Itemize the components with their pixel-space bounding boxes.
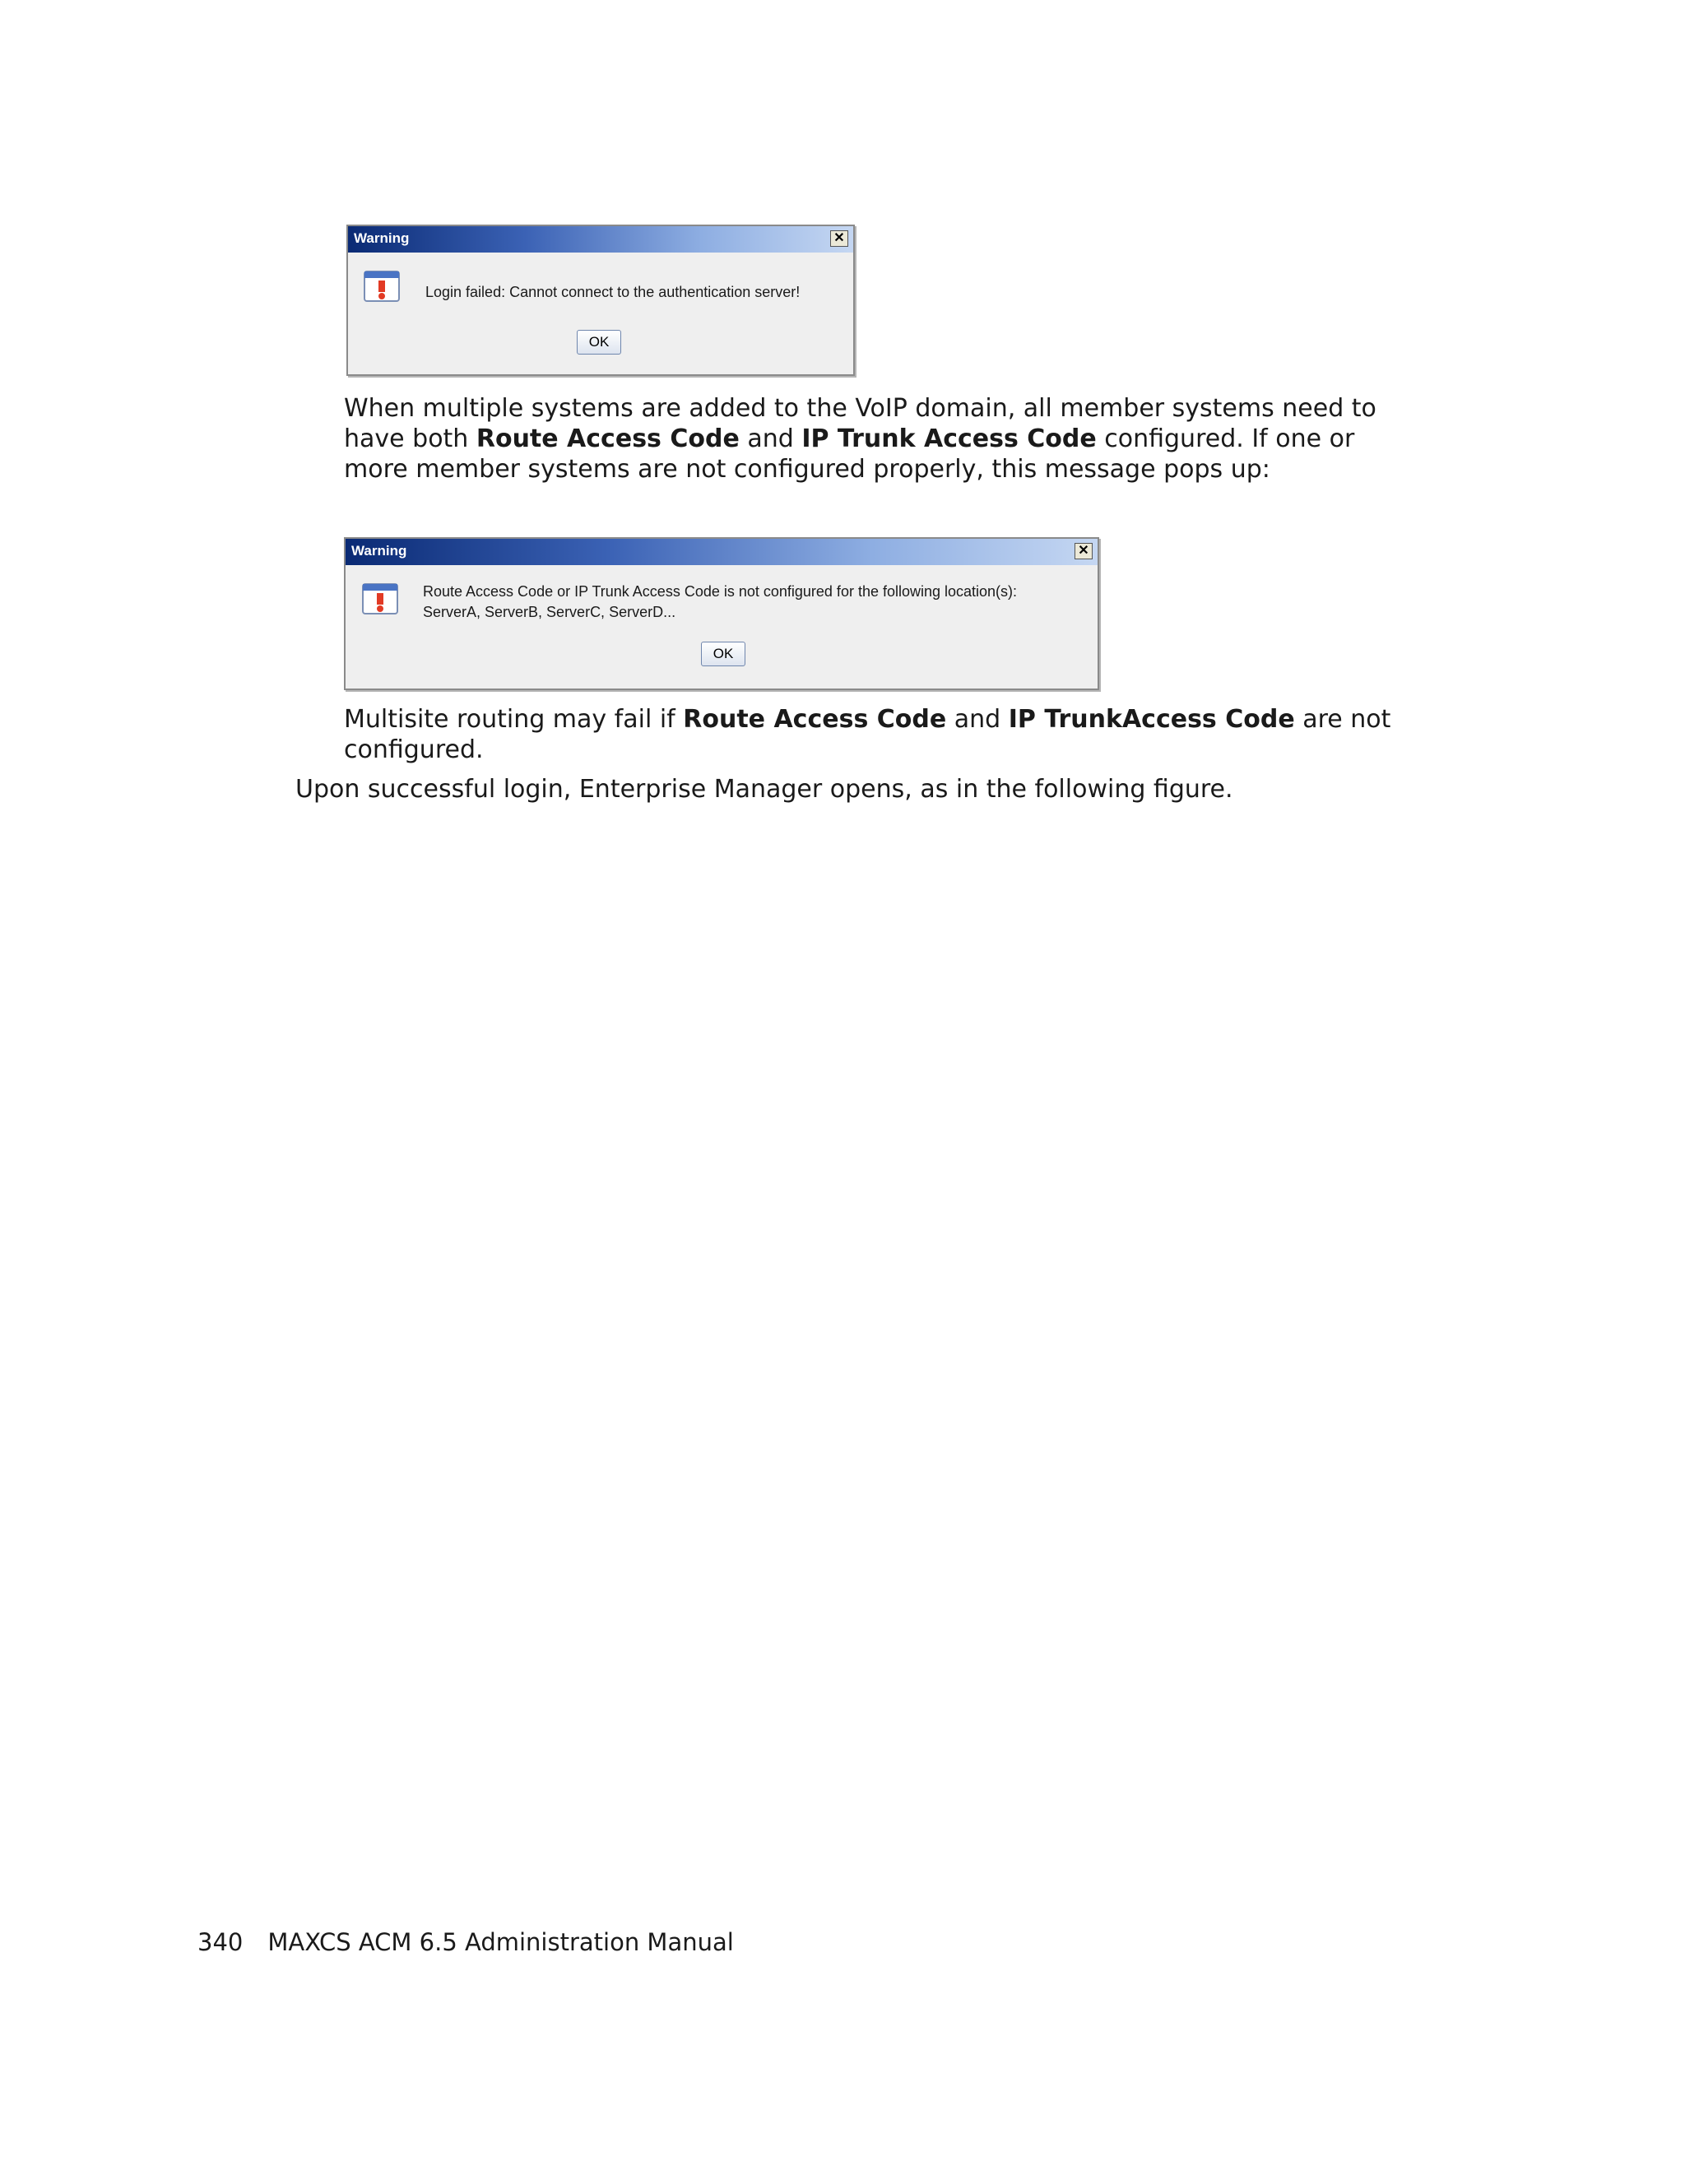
page-number: 340 <box>197 1928 244 1956</box>
dialog-message-line: ServerA, ServerB, ServerC, ServerD... <box>423 604 676 620</box>
manual-title: MAXCS ACM 6.5 Administration Manual <box>267 1928 734 1956</box>
dialog-title: Warning <box>354 230 410 246</box>
paragraph-line: have both Route Access Code and IP Trunk Access Code configured. If one or <box>344 424 1355 453</box>
dialog-message: Login failed: Cannot connect to the authentication server! <box>425 284 801 300</box>
paragraph-line: configured. <box>344 735 484 764</box>
paragraph-line: When multiple systems are added to the VoIP domain, all member systems need to <box>344 394 1376 423</box>
term-ip-trunk-access-code: IP Trunk Access Code <box>801 424 1097 453</box>
access-code-warning-dialog <box>344 537 1099 690</box>
paragraph-line: more member systems are not configured properly, this message pops up: <box>344 455 1270 484</box>
dialog-title: Warning <box>351 543 407 559</box>
ok-button[interactable]: OK <box>577 330 621 355</box>
warning-icon <box>362 583 398 614</box>
close-button[interactable]: ✕ <box>1075 543 1093 559</box>
paragraph-line: Multisite routing may fail if Route Access Code and IP TrunkAccess Code are not <box>344 705 1391 734</box>
term-ip-trunk-access-code: IP TrunkAccess Code <box>1008 705 1295 734</box>
ok-button[interactable]: OK <box>701 642 745 666</box>
dialog-message-line: Route Access Code or IP Trunk Access Code is not configured for the following location(s): <box>423 583 1018 600</box>
term-route-access-code: Route Access Code <box>476 424 740 453</box>
paragraph-successful-login: Upon successful login, Enterprise Manager opens, as in the following figure. <box>295 775 1233 804</box>
warning-icon <box>364 271 400 302</box>
term-route-access-code: Route Access Code <box>683 705 947 734</box>
paragraph-voip-domain <box>344 393 1413 485</box>
page-footer <box>197 1928 734 1956</box>
dialog-titlebar <box>348 226 853 253</box>
paragraph-multisite-routing <box>344 704 1413 765</box>
close-button[interactable]: ✕ <box>830 230 848 247</box>
dialog-titlebar <box>346 539 1098 565</box>
dialog-message <box>423 582 1017 623</box>
login-failed-dialog <box>346 225 855 376</box>
